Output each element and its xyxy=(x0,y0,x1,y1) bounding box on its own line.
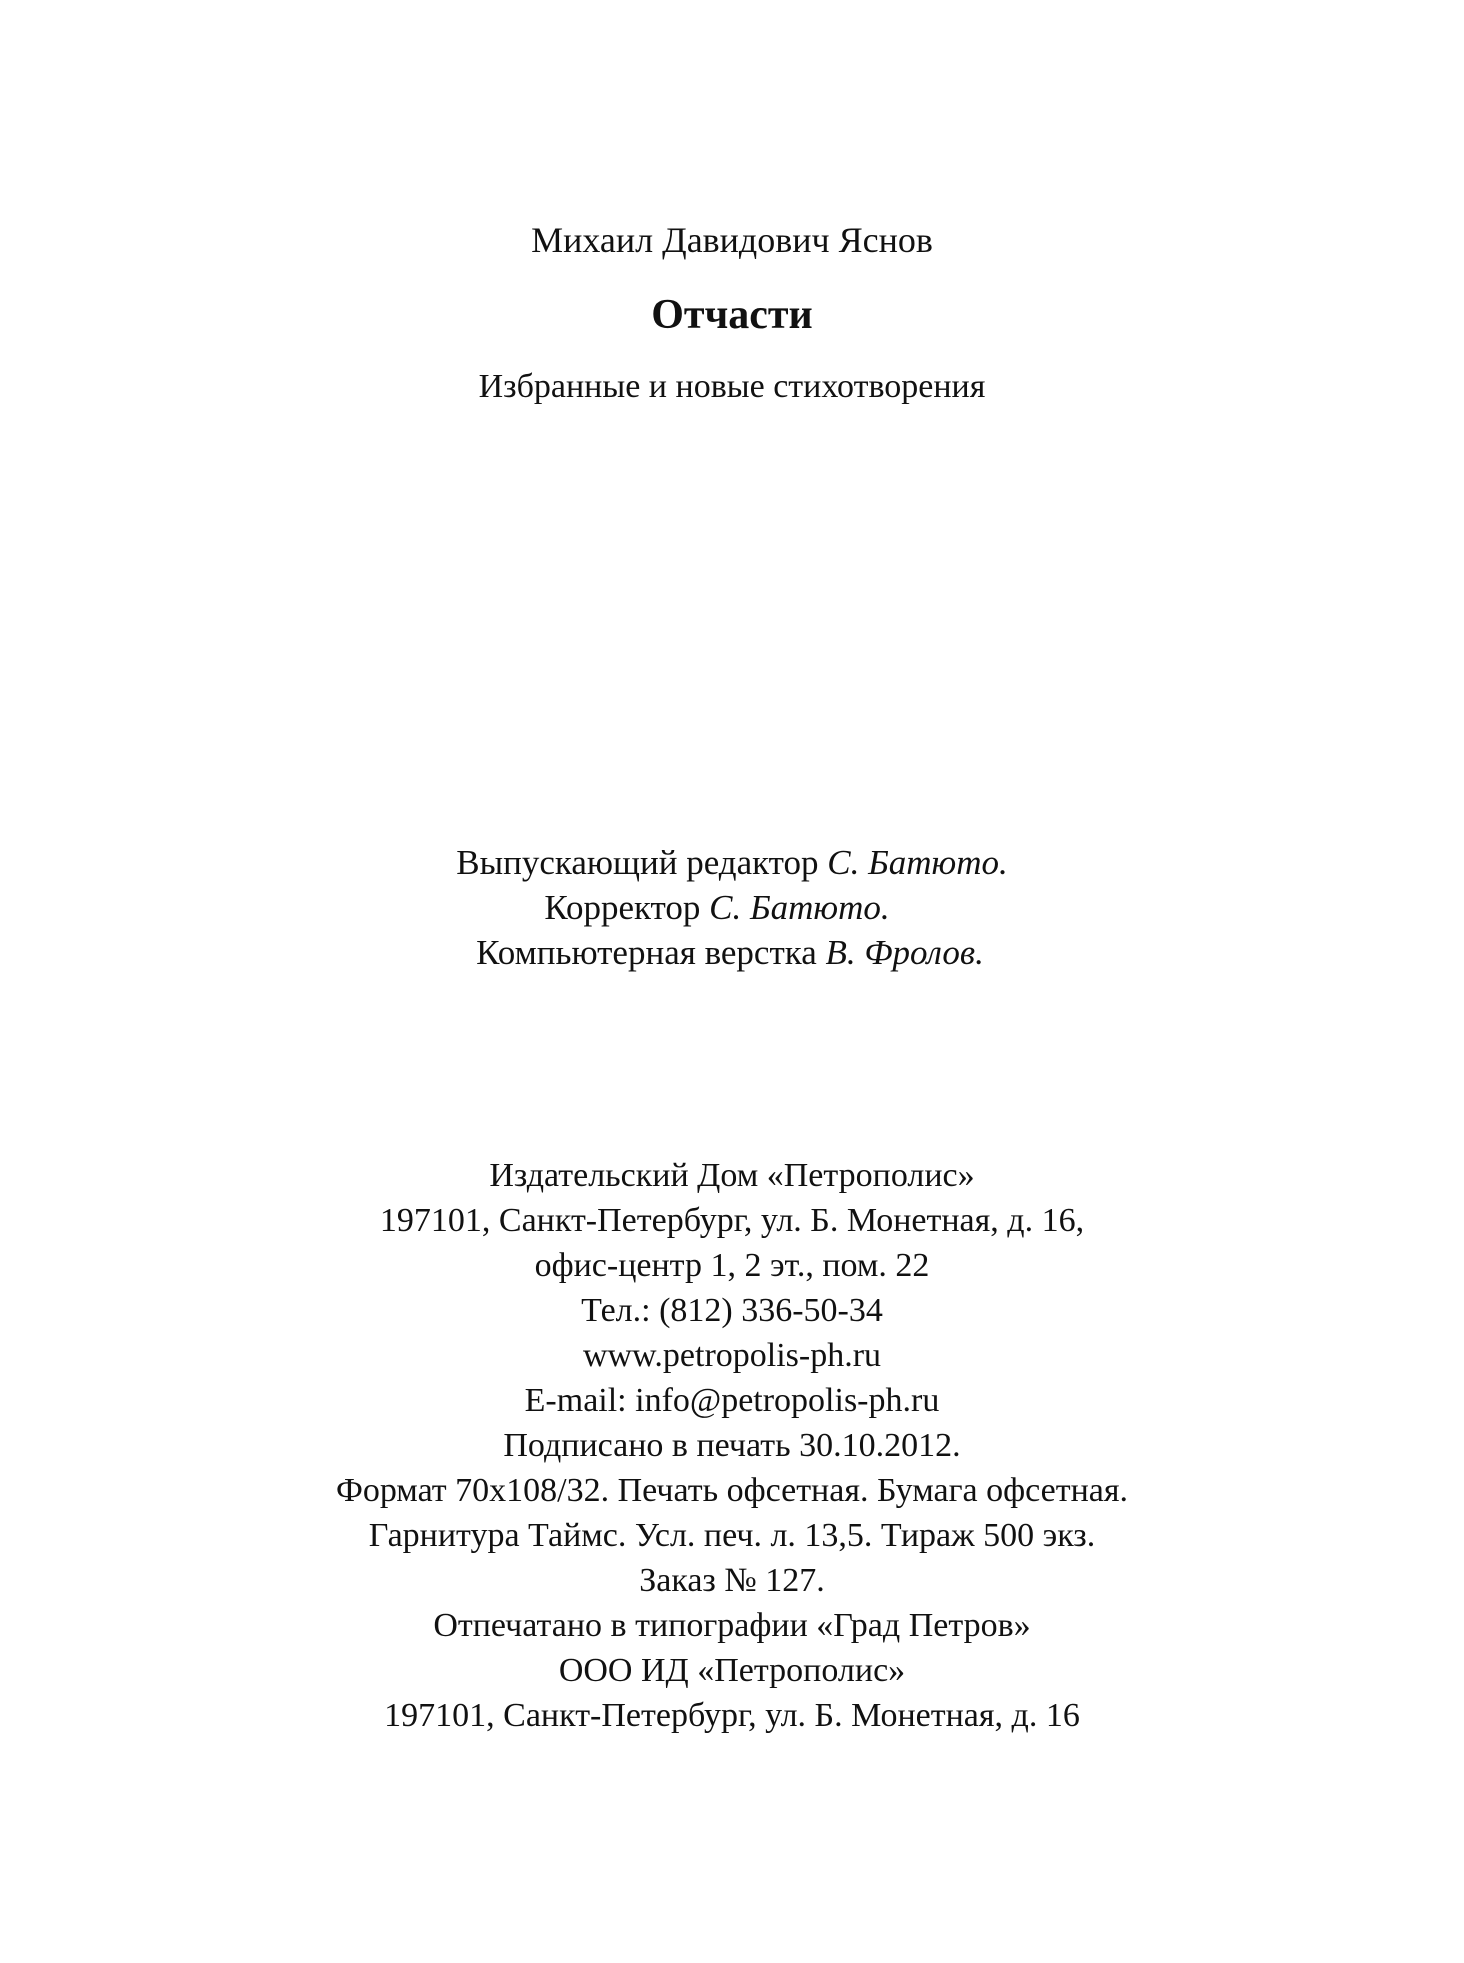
order-number: Заказ № 127. xyxy=(639,1562,825,1599)
credit-line-proofreader xyxy=(0,885,1449,930)
publisher-website: www.petropolis-ph.ru xyxy=(582,1337,882,1374)
author-name: Михаил Давидович Яснов xyxy=(531,220,933,260)
print-typeface: Гарнитура Таймс. Усл. печ. л. 13,5. Тираж 500 экз. xyxy=(368,1517,1096,1554)
credit-person: С. Батюто. xyxy=(827,843,1008,882)
credit-line-editor xyxy=(0,840,1464,885)
book-title: Отчасти xyxy=(651,292,813,338)
credit-role: Корректор xyxy=(544,888,701,927)
credit-person: В. Фролов. xyxy=(825,933,984,972)
imprint-block xyxy=(0,1153,1464,1738)
publisher-office: офис-центр 1, 2 эт., пом. 22 xyxy=(534,1247,930,1284)
credit-role: Компьютерная верстка xyxy=(476,933,817,972)
printing-address: 197101, Санкт-Петербург, ул. Б. Монетная, д. 16 xyxy=(384,1697,1080,1734)
credit-line-layout xyxy=(0,930,1462,975)
publisher-email: E-mail: info@petropolis-ph.ru xyxy=(524,1382,940,1419)
publisher-name: Издательский Дом «Петрополис» xyxy=(489,1157,975,1194)
publisher-phone: Тел.: (812) 336-50-34 xyxy=(581,1292,883,1329)
printing-house: Отпечатано в типографии «Град Петров» xyxy=(433,1607,1031,1644)
publisher-address: 197101, Санкт-Петербург, ул. Б. Монетная, д. 16, xyxy=(379,1202,1085,1239)
credits-block xyxy=(0,840,1464,975)
printing-company: ООО ИД «Петрополис» xyxy=(558,1652,906,1689)
print-date: Подписано в печать 30.10.2012. xyxy=(503,1427,961,1464)
print-format: Формат 70x108/32. Печать офсетная. Бумага офсетная. xyxy=(335,1472,1129,1509)
book-subtitle: Избранные и новые стихотворения xyxy=(478,368,986,405)
credit-person: С. Батюто. xyxy=(709,888,890,927)
credit-role: Выпускающий редактор xyxy=(456,843,819,882)
